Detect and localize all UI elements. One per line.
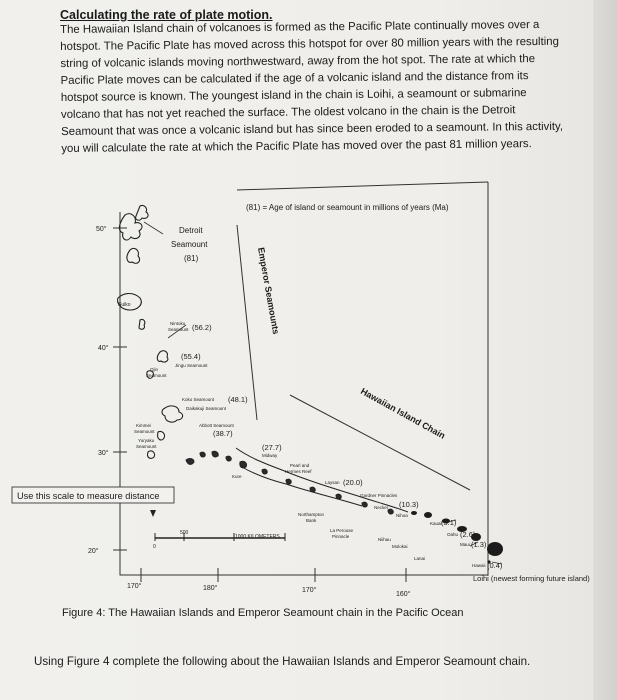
niihau-label: Niihau xyxy=(378,537,391,542)
necker-name: Necker xyxy=(374,505,389,510)
gardner-label: Gardner Pinnacles xyxy=(360,493,398,498)
lat-40-label: 40° xyxy=(98,345,109,352)
abbott-name: Abbott Seamount xyxy=(199,423,234,428)
midway-name: Midway xyxy=(262,453,278,458)
emperor-guide-line xyxy=(237,225,257,420)
lon-160-label: 160° xyxy=(396,591,411,598)
legend-box-edge xyxy=(237,182,488,190)
daikakuji-name: Daikakuji Seamount xyxy=(186,406,227,411)
scale-caption: Use this scale to measure distance xyxy=(17,491,160,501)
kimmei-name-2: Seamount xyxy=(134,429,155,434)
abbott-age: (38.7) xyxy=(213,429,233,438)
lat-30-label: 30° xyxy=(98,450,109,457)
nintoku-age: (56.2) xyxy=(192,323,212,332)
age-legend: (81) = Age of island or seamount in millions of years (Ma) xyxy=(246,203,449,212)
detroit-name-2: Seamount xyxy=(171,240,208,249)
jingu-age: (55.4) xyxy=(181,352,201,361)
suiko-label: Suiko xyxy=(118,302,131,308)
loihi-label: Loihi (newest forming future island) xyxy=(473,574,590,583)
lon-170e-label: 170° xyxy=(302,587,317,594)
necker-age: (10.3) xyxy=(399,500,419,509)
laperouse-name-2: Pinnacle xyxy=(332,534,350,539)
nihoa-label: Nihoa xyxy=(396,513,408,518)
laysan-age: (20.0) xyxy=(343,478,363,487)
scale-label-500: 500 xyxy=(180,530,189,536)
hawaii-name: Hawaii xyxy=(472,563,486,568)
detroit-name-1: Detroit xyxy=(179,226,203,235)
molokai-label: Molokai xyxy=(392,544,408,549)
kure-label: Kure xyxy=(232,474,242,479)
lat-50-label: 50° xyxy=(96,226,107,233)
hawaiian-guide-line xyxy=(290,395,470,490)
hawaii-age: (0.4) xyxy=(487,561,503,570)
kauai-age: (5.1) xyxy=(441,518,457,527)
pearl-name-2: Hermes Reef xyxy=(285,469,312,474)
lat-20-label: 20° xyxy=(88,548,99,555)
nintoku-name-1: Nintoku xyxy=(170,321,186,326)
intro-paragraph: The Hawaiian Island chain of volcanoes is formed as the Pacific Plate continually moves over a hotspot. The Pacific Plate has moved across this hotspot for over 80 million years with the resulting string of volcanic islands moving northwestward, away from the hot spot. The rate at which the Pacific Plate moves can be calculated if the age of a volcanic island and the distance from its hotspot source is known. The youngest island in the chain is Loihi, a seamount or submarine volcano that has not yet reached the surface. The oldest volcano in the chain is the Detroit Seamount that was once a volcanic island but has since been eroded to a seamount. In this activity, you will calculate the rate at which the Pacific Plate has moved over the past 81 million years. xyxy=(60,18,564,155)
kimmei-name-1: Kimmei xyxy=(136,423,152,428)
northampton-name-1: Northampton xyxy=(298,512,325,517)
oahu-age: (2.6) xyxy=(460,530,476,539)
emperor-seamounts-label: Emperor Seamounts xyxy=(256,246,282,336)
hawaiian-chain-label: Hawaiian Island Chain xyxy=(359,386,447,441)
yuryaku-name-1: Yuryaku xyxy=(138,438,155,443)
yuryaku-name-2: Seamount xyxy=(136,444,157,449)
detroit-age: (81) xyxy=(184,254,199,263)
midway-age: (27.7) xyxy=(262,443,282,452)
nintoku-name-2: Seamount xyxy=(168,327,189,332)
scale-label-0: 0 xyxy=(153,544,156,550)
koko-name: Koko Seamount xyxy=(182,397,215,402)
lon-170w-label: 170° xyxy=(127,583,142,590)
lanai-label: Lanai xyxy=(414,556,426,561)
figure-caption: Figure 4: The Hawaiian Islands and Emperor Seamount chain in the Pacific Ocean xyxy=(62,607,464,619)
lon-180-label: 180° xyxy=(203,585,218,592)
question-text: Using Figure 4 complete the following about the Hawaiian Islands and Emperor Seamount chain. xyxy=(34,655,531,668)
koko-age: (48.1) xyxy=(228,395,248,404)
laysan-name: Laysan xyxy=(325,480,340,485)
ojin-name-2: Seamount xyxy=(146,373,167,378)
northampton-name-2: Bank xyxy=(306,518,317,523)
page-title: Calculating the rate of plate motion. xyxy=(60,8,273,22)
ojin-name-1: Ojin xyxy=(150,367,159,372)
jingu-name: Jingu Seamount xyxy=(175,363,208,368)
maui-age: (1.3) xyxy=(471,540,487,549)
pearl-name-1: Pearl and xyxy=(290,463,310,468)
laperouse-name-1: La Perouse xyxy=(330,528,354,533)
oahu-name: Oahu xyxy=(447,532,459,537)
maui-name: Maui xyxy=(460,542,470,547)
kauai-name: Kauai xyxy=(430,521,442,526)
scale-label-1000: 1000 KILOMETERS xyxy=(235,534,280,540)
